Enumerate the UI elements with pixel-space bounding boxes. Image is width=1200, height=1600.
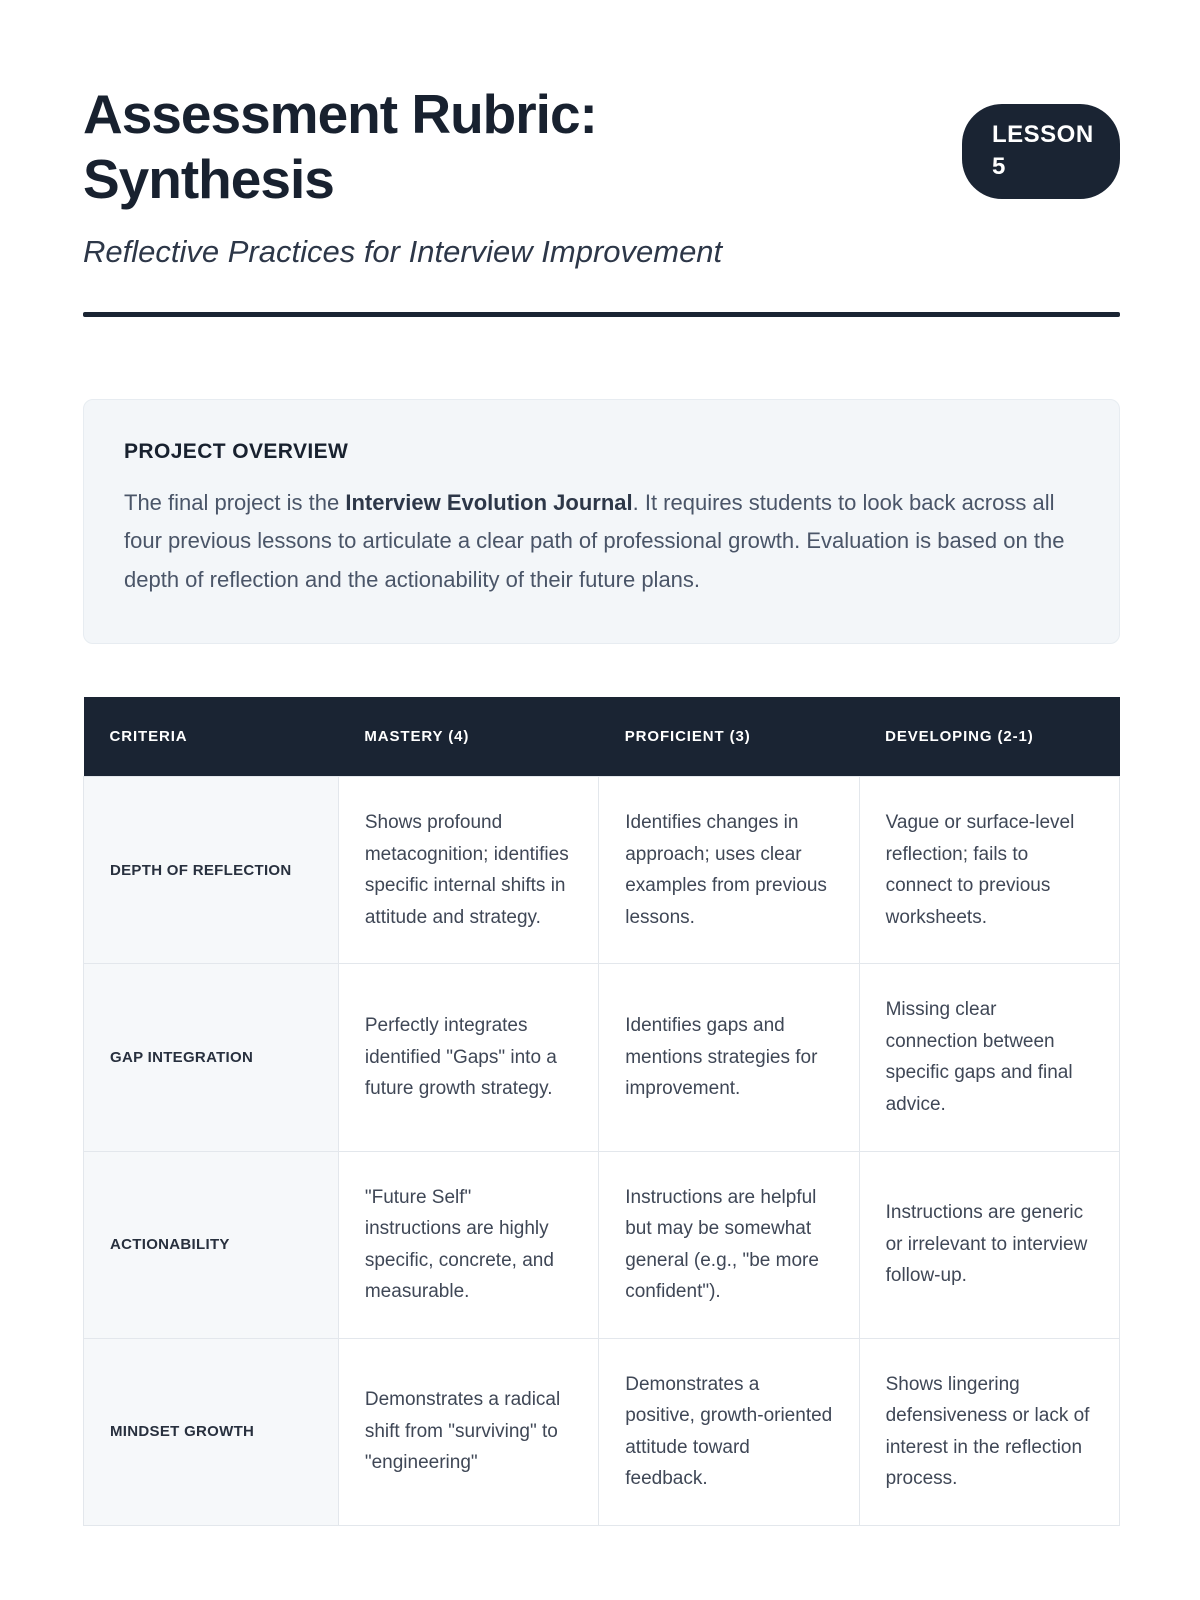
overview-heading: PROJECT OVERVIEW [124, 439, 349, 463]
overview-card [83, 399, 1120, 645]
developing-cell: Vague or surface-level reflection; fails to connect to previous worksheets. [859, 777, 1119, 964]
criteria-cell: MINDSET GROWTH [84, 1338, 339, 1525]
overview-body [124, 484, 1079, 600]
proficient-cell: Demonstrates a positive, growth-oriented attitude toward feedback. [599, 1338, 859, 1525]
header-cell-proficient: PROFICIENT (3) [599, 697, 859, 777]
proficient-cell: Identifies changes in approach; uses clear examples from previous lessons. [599, 777, 859, 964]
developing-cell: Missing clear connection between specific gaps and final advice. [859, 964, 1119, 1151]
page-title: Assessment Rubric: Synthesis [83, 83, 597, 210]
header-cell-mastery: MASTERY (4) [338, 697, 598, 777]
overview-body-text-end: . It requires students to look back across all four previous lessons to articulate a clear path of professional growth. Evaluation is based on the depth of reflection and the actionability of their future plans. [124, 489, 1065, 592]
table-row [84, 1338, 1120, 1525]
header-cell-developing: DEVELOPING (2-1) [859, 697, 1119, 777]
mastery-cell: Perfectly integrates identified "Gaps" into a future growth strategy. [338, 964, 598, 1151]
criteria-cell: GAP INTEGRATION [84, 964, 339, 1151]
overview-body-bold: Interview Evolution Journal [345, 489, 633, 515]
proficient-cell: Identifies gaps and mentions strategies for improvement. [599, 964, 859, 1151]
table-header-row [84, 697, 1120, 777]
developing-cell: Shows lingering defensiveness or lack of interest in the reflection process. [859, 1338, 1119, 1525]
doc-header [83, 82, 1120, 212]
lesson-badge: LESSON 5 [962, 104, 1120, 199]
header-cell-criteria: CRITERIA [84, 697, 339, 777]
subtitle: Reflective Practices for Interview Improvement [83, 233, 723, 269]
criteria-cell: ACTIONABILITY [84, 1151, 339, 1338]
overview-body-text-start: The final project is the [124, 489, 346, 515]
mastery-cell: Shows profound metacognition; identifies specific internal shifts in attitude and strategy. [338, 777, 598, 964]
developing-cell: Instructions are generic or irrelevant to interview follow-up. [859, 1151, 1119, 1338]
table-row [84, 1151, 1120, 1338]
rubric-table [83, 697, 1120, 1526]
table-row [84, 964, 1120, 1151]
table-row [84, 777, 1120, 964]
divider [83, 312, 1120, 317]
proficient-cell: Instructions are helpful but may be somewhat general (e.g., "be more confident"). [599, 1151, 859, 1338]
mastery-cell: "Future Self" instructions are highly specific, concrete, and measurable. [338, 1151, 598, 1338]
criteria-cell: DEPTH OF REFLECTION [84, 777, 339, 964]
mastery-cell: Demonstrates a radical shift from "surviving" to "engineering" [338, 1338, 598, 1525]
